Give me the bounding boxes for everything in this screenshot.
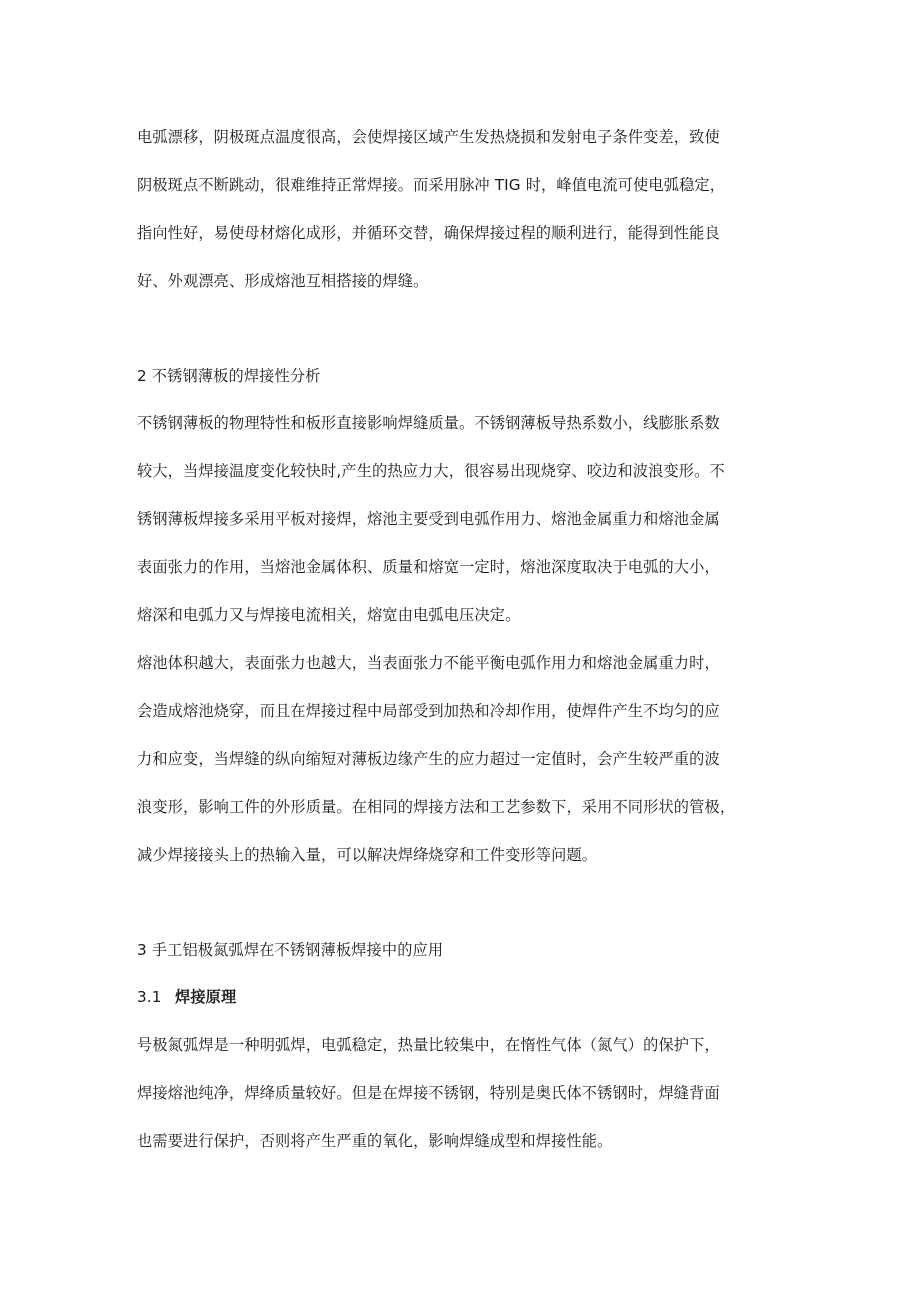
paragraph-1-line-2: 阴极斑点不断跳动，很难维持正常焊接。而采用脉冲 TIG 时，峰值电流可使电弧稳定， [137, 176, 726, 194]
section-3-1-number: 3.1 [137, 988, 162, 1006]
paragraph-2-line-5: 熔深和电弧力又与焊接电流相关，熔宽由电弧电压决定。 [137, 606, 521, 624]
paragraph-2-line-2: 较大，当焊接温度变化较快时,产生的热应力大，很容易出现烧穿、咬边和波浪变形。不 [137, 462, 725, 480]
paragraph-1-line-1: 电弧漂移，阴极斑点温度很高，会使焊接区域产生发热烧损和发射电子条件变差，致使 [137, 128, 720, 146]
paragraph-1-line-4: 好、外观漂亮、形成熔池互相搭接的焊缝。 [137, 272, 429, 290]
paragraph-1-line-3: 指向性好，易使母材熔化成形，并循环交替，确保焊接过程的顺利进行，能得到性能良 [137, 224, 720, 242]
section-3-1-heading [137, 987, 236, 1007]
paragraph-4-line-2: 焊接熔池纯净，焊绛质量较好。但是在焊接不锈钢，特别是奥氏体不锈钢时，焊缝背面 [137, 1084, 720, 1102]
paragraph-3-line-4: 浪变形，影响工件的外形质量。在相同的焊接方法和工艺参数下，采用不同形状的管极， [137, 798, 736, 816]
paragraph-2-line-3: 锈钢薄板焊接多采用平板对接焊，熔池主要受到电弧作用力、熔池金属重力和熔池金属 [137, 510, 720, 528]
paragraph-2-line-4: 表面张力的作用，当熔池金属体积、质量和熔宽一定时，熔池深度取决于电弧的大小， [137, 558, 720, 576]
paragraph-2-line-1: 不锈钢薄板的物理特性和板形直接影响焊缝质量。不锈钢薄板导热系数小，线膨胀系数 [137, 414, 720, 432]
paragraph-4-line-1: 号极氮弧焊是一种明弧焊，电弧稳定，热量比较集中，在惰性气体（氮气）的保护下， [137, 1036, 720, 1054]
section-3-heading: 3 手工铝极氮弧焊在不锈钢薄板焊接中的应用 [137, 941, 444, 959]
paragraph-3-line-2: 会造成熔池烧穿，而且在焊接过程中局部受到加热和冷却作用，使焊件产生不均匀的应 [137, 702, 720, 720]
paragraph-3-line-1: 熔池体积越大，表面张力也越大，当表面张力不能平衡电弧作用力和熔池金属重力时， [137, 654, 720, 672]
paragraph-4-line-3: 也需要进行保护，否则将产生严重的氧化，影响焊缝成型和焊接性能。 [137, 1132, 613, 1150]
section-3-1-title: 焊接原理 [175, 988, 237, 1006]
paragraph-3-line-5: 减少焊接接头上的热输入量，可以解决焊绛烧穿和工件变形等问题。 [137, 846, 598, 864]
section-2-heading: 2 不锈钢薄板的焊接性分析 [137, 367, 321, 385]
paragraph-3-line-3: 力和应变，当焊缝的纵向缩短对薄板边缘产生的应力超过一定值时，会产生较严重的波 [137, 750, 720, 768]
